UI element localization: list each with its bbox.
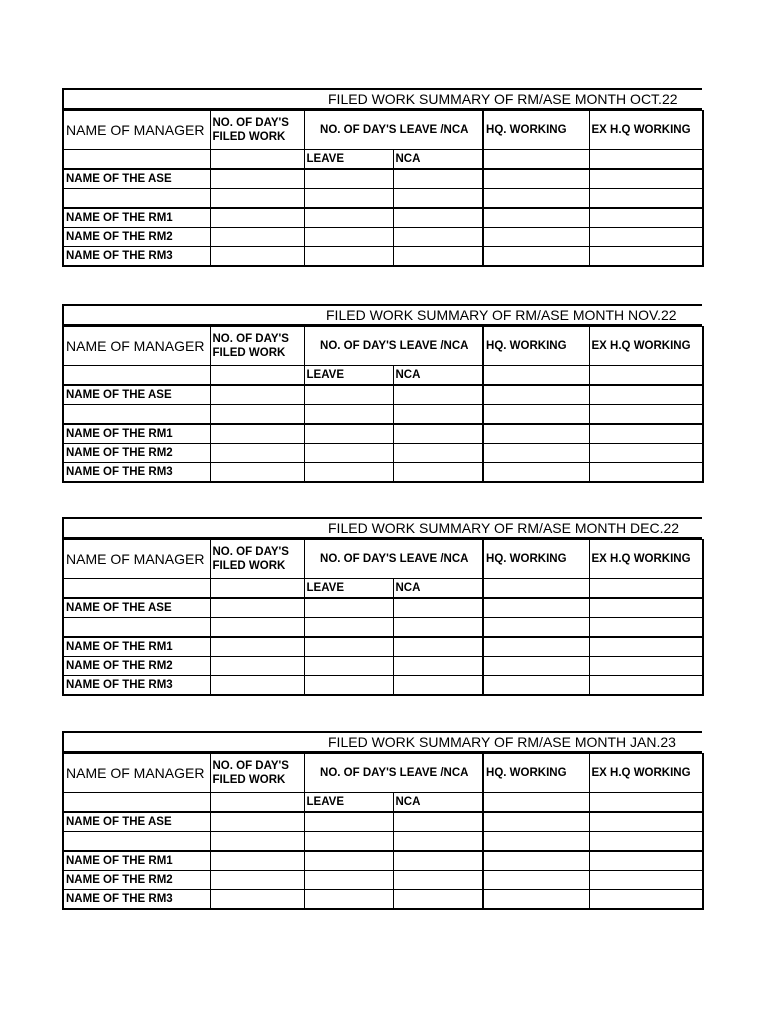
data-cell[interactable] (393, 189, 483, 209)
table-row (63, 385, 703, 405)
empty-cell (483, 793, 589, 813)
empty-cell (63, 579, 210, 599)
name-of-manager-header: NAME OF MANAGER (63, 754, 210, 793)
data-cell[interactable] (589, 812, 703, 832)
row-label: NAME OF THE RM1 (63, 851, 210, 871)
data-cell[interactable] (589, 424, 703, 444)
row-label: NAME OF THE RM3 (63, 676, 210, 696)
data-cell[interactable] (393, 637, 483, 657)
data-cell[interactable] (393, 851, 483, 871)
data-cell[interactable] (210, 598, 304, 618)
data-cell[interactable] (393, 385, 483, 405)
header-row (63, 754, 703, 793)
data-cell[interactable] (304, 385, 393, 405)
empty-cell (63, 793, 210, 813)
data-cell[interactable] (589, 228, 703, 247)
data-cell[interactable] (304, 247, 393, 267)
data-cell[interactable] (393, 890, 483, 910)
empty-cell (210, 793, 304, 813)
summary-sheet-nov (62, 304, 702, 483)
data-cell[interactable] (304, 598, 393, 618)
filed-work-header-line1: NO. OF DAY'S (212, 546, 289, 558)
data-cell[interactable] (304, 424, 393, 444)
filed-work-header-line2: FILED WORK (212, 774, 286, 786)
empty-cell (589, 366, 703, 386)
sheet-title-bar (62, 88, 702, 110)
data-cell[interactable] (483, 637, 589, 657)
header-row (63, 540, 703, 579)
sheet-title: FILED WORK SUMMARY OF RM/ASE MONTH DEC.22 (328, 520, 680, 536)
filed-work-header (210, 754, 304, 793)
header-row (63, 327, 703, 366)
data-cell[interactable] (304, 676, 393, 696)
leave-nca-header: NO. OF DAY'S LEAVE /NCA (304, 327, 483, 366)
header-row (63, 111, 703, 150)
row-label: NAME OF THE ASE (63, 385, 210, 405)
table-row (63, 598, 703, 618)
data-cell[interactable] (483, 444, 589, 463)
data-cell[interactable] (483, 832, 589, 852)
data-cell[interactable] (304, 405, 393, 425)
data-cell[interactable] (210, 676, 304, 696)
data-cell[interactable] (589, 871, 703, 890)
row-label (63, 832, 210, 852)
table-row (63, 676, 703, 696)
table-row (63, 405, 703, 425)
name-of-manager-header: NAME OF MANAGER (63, 327, 210, 366)
empty-cell (589, 150, 703, 170)
row-label: NAME OF THE ASE (63, 812, 210, 832)
data-cell[interactable] (210, 247, 304, 267)
hq-working-header: HQ. WORKING (483, 540, 589, 579)
name-of-manager-header: NAME OF MANAGER (63, 111, 210, 150)
data-cell[interactable] (393, 208, 483, 228)
data-cell[interactable] (589, 247, 703, 267)
data-cell[interactable] (210, 444, 304, 463)
data-cell[interactable] (210, 385, 304, 405)
data-cell[interactable] (589, 405, 703, 425)
data-cell[interactable] (589, 676, 703, 696)
data-cell[interactable] (210, 424, 304, 444)
data-cell[interactable] (589, 851, 703, 871)
data-cell[interactable] (589, 890, 703, 910)
hq-working-header: HQ. WORKING (483, 327, 589, 366)
data-cell[interactable] (210, 832, 304, 852)
data-cell[interactable] (304, 812, 393, 832)
data-cell[interactable] (304, 637, 393, 657)
sheet-title-bar (62, 517, 702, 539)
data-cell[interactable] (210, 618, 304, 638)
data-cell[interactable] (393, 444, 483, 463)
data-cell[interactable] (393, 424, 483, 444)
data-cell[interactable] (304, 444, 393, 463)
row-label: NAME OF THE ASE (63, 169, 210, 189)
row-label (63, 189, 210, 209)
table-row (63, 228, 703, 247)
data-cell[interactable] (483, 657, 589, 676)
filed-work-header-line1: NO. OF DAY'S (212, 333, 289, 345)
nca-header: NCA (393, 366, 483, 386)
table-row (63, 463, 703, 483)
data-cell[interactable] (393, 832, 483, 852)
table-row (63, 424, 703, 444)
table-row (63, 832, 703, 852)
empty-cell (63, 366, 210, 386)
data-cell[interactable] (210, 208, 304, 228)
data-cell[interactable] (210, 169, 304, 189)
name-of-manager-header: NAME OF MANAGER (63, 540, 210, 579)
row-label: NAME OF THE RM1 (63, 208, 210, 228)
data-cell[interactable] (393, 598, 483, 618)
sheet-title-bar (62, 731, 702, 753)
exhq-working-header: EX H.Q WORKING (589, 111, 703, 150)
subheader-row (63, 793, 703, 813)
table-row (63, 208, 703, 228)
hq-working-header: HQ. WORKING (483, 111, 589, 150)
data-cell[interactable] (483, 405, 589, 425)
filed-work-header-line2: FILED WORK (212, 131, 286, 143)
data-cell[interactable] (483, 871, 589, 890)
data-cell[interactable] (393, 657, 483, 676)
data-cell[interactable] (210, 189, 304, 209)
data-cell[interactable] (210, 463, 304, 483)
data-cell[interactable] (304, 851, 393, 871)
data-cell[interactable] (393, 405, 483, 425)
table-row (63, 444, 703, 463)
empty-cell (210, 366, 304, 386)
nca-header: NCA (393, 793, 483, 813)
data-cell[interactable] (483, 189, 589, 209)
row-label: NAME OF THE RM2 (63, 657, 210, 676)
data-cell[interactable] (304, 871, 393, 890)
filed-work-header (210, 111, 304, 150)
data-cell[interactable] (393, 169, 483, 189)
empty-cell (483, 579, 589, 599)
data-cell[interactable] (393, 676, 483, 696)
data-cell[interactable] (210, 657, 304, 676)
sheet-title-bar (62, 304, 702, 326)
filed-work-header (210, 540, 304, 579)
data-cell[interactable] (304, 832, 393, 852)
filed-work-header-line1: NO. OF DAY'S (212, 760, 289, 772)
subheader-row (63, 579, 703, 599)
data-cell[interactable] (589, 657, 703, 676)
summary-table (62, 539, 704, 696)
row-label (63, 618, 210, 638)
data-cell[interactable] (393, 247, 483, 267)
nca-header: NCA (393, 579, 483, 599)
empty-cell (483, 366, 589, 386)
sheet-title: FILED WORK SUMMARY OF RM/ASE MONTH JAN.23 (328, 734, 676, 750)
data-cell[interactable] (589, 598, 703, 618)
sheet-title: FILED WORK SUMMARY OF RM/ASE MONTH NOV.22 (326, 307, 677, 323)
data-cell[interactable] (483, 851, 589, 871)
data-cell[interactable] (589, 463, 703, 483)
row-label: NAME OF THE RM1 (63, 637, 210, 657)
subheader-row (63, 150, 703, 170)
data-cell[interactable] (393, 618, 483, 638)
data-cell[interactable] (304, 890, 393, 910)
empty-cell (589, 793, 703, 813)
data-cell[interactable] (483, 890, 589, 910)
table-row (63, 851, 703, 871)
nca-header: NCA (393, 150, 483, 170)
data-cell[interactable] (589, 385, 703, 405)
data-cell[interactable] (589, 444, 703, 463)
empty-cell (483, 150, 589, 170)
filed-work-header-line2: FILED WORK (212, 347, 286, 359)
table-row (63, 618, 703, 638)
data-cell[interactable] (483, 676, 589, 696)
data-cell[interactable] (210, 228, 304, 247)
table-row (63, 169, 703, 189)
row-label: NAME OF THE RM1 (63, 424, 210, 444)
data-cell[interactable] (304, 228, 393, 247)
summary-table (62, 110, 704, 267)
data-cell[interactable] (483, 424, 589, 444)
data-cell[interactable] (210, 851, 304, 871)
data-cell[interactable] (483, 618, 589, 638)
empty-cell (589, 579, 703, 599)
table-row (63, 247, 703, 267)
data-cell[interactable] (483, 598, 589, 618)
table-row (63, 812, 703, 832)
data-cell[interactable] (393, 228, 483, 247)
row-label: NAME OF THE RM2 (63, 444, 210, 463)
row-label: NAME OF THE RM2 (63, 228, 210, 247)
subheader-row (63, 366, 703, 386)
data-cell[interactable] (589, 189, 703, 209)
leave-header: LEAVE (304, 579, 393, 599)
filed-work-header (210, 327, 304, 366)
leave-nca-header: NO. OF DAY'S LEAVE /NCA (304, 754, 483, 793)
row-label: NAME OF THE RM2 (63, 871, 210, 890)
data-cell[interactable] (483, 169, 589, 189)
table-row (63, 189, 703, 209)
data-cell[interactable] (589, 208, 703, 228)
exhq-working-header: EX H.Q WORKING (589, 540, 703, 579)
row-label: NAME OF THE RM3 (63, 890, 210, 910)
table-row (63, 657, 703, 676)
data-cell[interactable] (304, 657, 393, 676)
filed-work-header-line1: NO. OF DAY'S (212, 117, 289, 129)
data-cell[interactable] (210, 405, 304, 425)
summary-sheet-oct (62, 88, 702, 267)
exhq-working-header: EX H.Q WORKING (589, 754, 703, 793)
data-cell[interactable] (483, 247, 589, 267)
row-label (63, 405, 210, 425)
data-cell[interactable] (589, 618, 703, 638)
data-cell[interactable] (393, 463, 483, 483)
summary-sheet-dec (62, 517, 702, 696)
data-cell[interactable] (304, 618, 393, 638)
leave-header: LEAVE (304, 150, 393, 170)
row-label: NAME OF THE RM3 (63, 247, 210, 267)
data-cell[interactable] (393, 871, 483, 890)
data-cell[interactable] (483, 228, 589, 247)
empty-cell (210, 579, 304, 599)
data-cell[interactable] (304, 208, 393, 228)
data-cell[interactable] (483, 208, 589, 228)
summary-table (62, 326, 704, 483)
summary-table (62, 753, 704, 910)
data-cell[interactable] (589, 169, 703, 189)
data-cell[interactable] (304, 169, 393, 189)
hq-working-header: HQ. WORKING (483, 754, 589, 793)
data-cell[interactable] (210, 871, 304, 890)
data-cell[interactable] (304, 463, 393, 483)
table-row (63, 890, 703, 910)
data-cell[interactable] (483, 385, 589, 405)
data-cell[interactable] (589, 637, 703, 657)
leave-nca-header: NO. OF DAY'S LEAVE /NCA (304, 540, 483, 579)
data-cell[interactable] (210, 890, 304, 910)
empty-cell (63, 150, 210, 170)
filed-work-header-line2: FILED WORK (212, 560, 286, 572)
exhq-working-header: EX H.Q WORKING (589, 327, 703, 366)
summary-sheet-jan (62, 731, 702, 910)
leave-nca-header: NO. OF DAY'S LEAVE /NCA (304, 111, 483, 150)
table-row (63, 637, 703, 657)
data-cell[interactable] (483, 812, 589, 832)
sheet-title: FILED WORK SUMMARY OF RM/ASE MONTH OCT.22 (328, 91, 678, 107)
table-row (63, 871, 703, 890)
data-cell[interactable] (393, 812, 483, 832)
data-cell[interactable] (210, 637, 304, 657)
data-cell[interactable] (589, 832, 703, 852)
row-label: NAME OF THE ASE (63, 598, 210, 618)
data-cell[interactable] (304, 189, 393, 209)
data-cell[interactable] (483, 463, 589, 483)
row-label: NAME OF THE RM3 (63, 463, 210, 483)
data-cell[interactable] (210, 812, 304, 832)
leave-header: LEAVE (304, 793, 393, 813)
empty-cell (210, 150, 304, 170)
leave-header: LEAVE (304, 366, 393, 386)
